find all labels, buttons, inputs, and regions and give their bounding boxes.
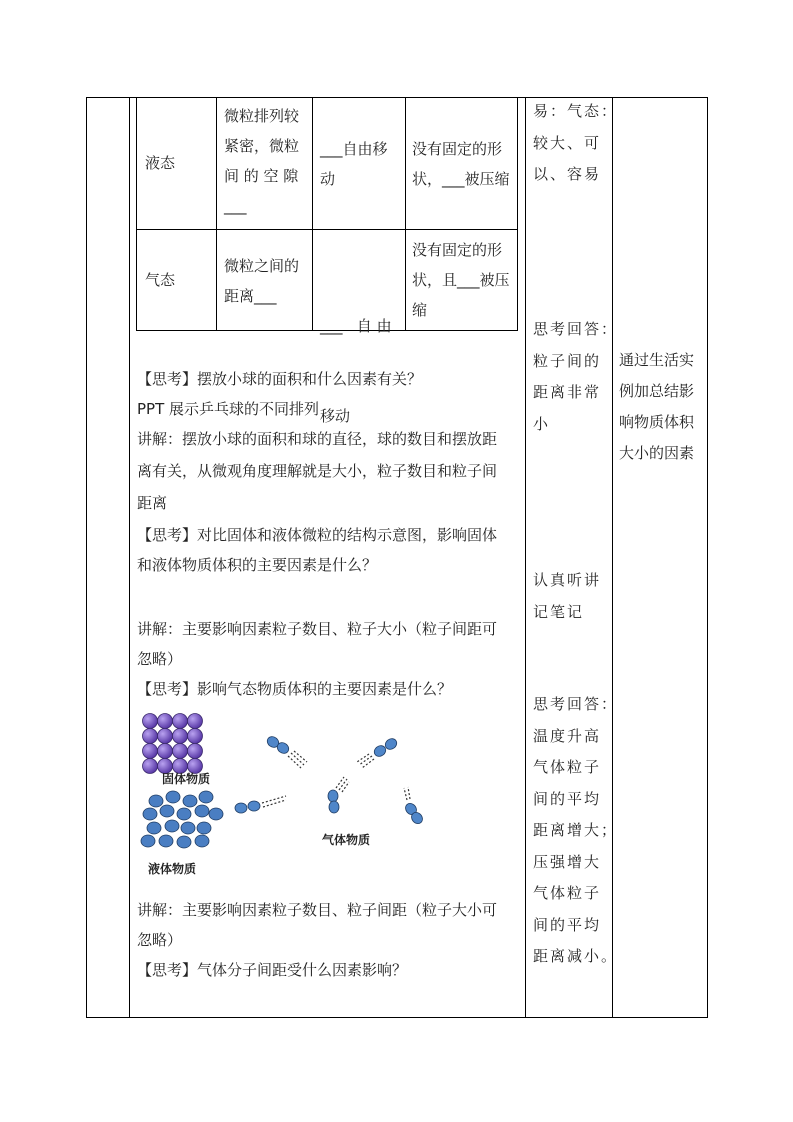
outer-bottom-border [86,1017,708,1018]
row-gas-state: 气态 [145,271,176,289]
text-line: 距离减小。 [533,947,619,965]
text-line: ___自由移 [320,140,388,158]
design-intent [619,345,694,469]
particle-diagram [136,708,436,878]
teacher-line: 【思考】对比固体和液体微粒的结构示意图，影响固体 [137,526,498,544]
text-line: 认真听讲 [533,571,602,589]
text-line: 距离增大； [533,821,619,839]
liquid-substance-label: 液体物质 [148,862,197,876]
text-line: 易：气态： [533,102,619,120]
text-line: 状，___被压缩 [412,170,510,188]
inner-col-divider-2 [312,97,313,331]
student-block-3 [533,565,601,628]
teacher-line: 讲解：摆放小球的面积和球的直径，球的数目和摆放距 [137,430,498,448]
text-line: 例加总结影 [619,382,695,400]
text-line: 动 [320,170,336,188]
row-gas-shape [412,235,510,325]
text-line: 没有固定的形 [412,241,503,259]
inner-right-border [517,97,518,331]
row-liquid-arrangement [224,101,299,221]
inner-col-divider-1 [216,97,217,331]
text-line: 气体粒子 [533,884,602,902]
row-liquid-shape [412,134,510,194]
teacher-line: 讲解：主要影响因素粒子数目、粒子大小（粒子间距可 [137,620,498,638]
text-line: 距离非常 [533,383,602,401]
teacher-line: 离有关，从微观角度理解就是大小，粒子数目和粒子间 [137,462,498,480]
teacher-line: 忽略） [137,650,183,668]
text-line: 移动 [320,407,351,425]
solid-particles [143,714,203,774]
text-line: 大小的因素 [619,444,695,462]
text-line: 通过生活实 [619,351,695,369]
text-line: 思考回答： [533,320,619,338]
teacher-line: PPT 展示乒乓球的不同排列 [137,400,320,418]
text-line: 以、容易 [533,165,602,183]
inner-col-divider-3 [405,97,406,331]
inner-left-border [136,97,137,331]
outer-right-border [707,97,708,1018]
text-line: 微粒排列较 [224,107,300,125]
text-line: ___ [224,197,247,215]
teacher-line: 和液体物质体积的主要因素是什么？ [137,556,378,574]
text-line: 距离___ [224,287,277,305]
text-line: 缩 [412,301,428,319]
teacher-line: 讲解：主要影响因素粒子数目、粒子间距（粒子大小可 [137,901,498,919]
text-line: 响物质体积 [619,413,695,431]
student-block-4 [533,689,618,973]
teacher-line: 【思考】气体分子间距受什么因素影响？ [137,961,408,979]
text-line: 微粒之间的 [224,257,300,275]
gas-particles [235,734,425,825]
col2-divider [525,97,526,1018]
gas-substance-label: 气体物质 [322,833,371,847]
text-line: 间的平均 [533,915,602,934]
text-line: 间 的 空 隙 [224,167,299,185]
teacher-line: 忽略） [137,931,183,949]
teacher-line: 距离 [137,494,168,512]
student-block-1 [533,96,618,191]
col1-divider [129,97,130,1018]
row-gas-arrangement [224,251,299,311]
text-line: 压强增大 [533,852,602,871]
liquid-particles [141,791,223,848]
teacher-line: 【思考】影响气态物质体积的主要因素是什么？ [137,680,453,698]
student-block-2 [533,314,618,440]
text-line: 紧密，微粒 [224,137,300,155]
text-line: ___ 自 由 [320,317,392,335]
text-line: 较大、可 [533,133,602,152]
outer-left-border [86,97,87,1018]
text-line: 气体粒子 [533,758,602,776]
text-line: 温度升高 [533,726,602,745]
teacher-line: 【思考】摆放小球的面积和什么因素有关？ [137,370,423,388]
text-line: 记笔记 [533,602,585,621]
text-line: 思考回答： [533,695,619,713]
text-line: 状，且___被压 [412,271,510,289]
solid-substance-label: 固体物质 [162,772,211,786]
inner-row-divider [136,229,518,230]
text-line: 小 [533,414,551,433]
text-line: 没有固定的形 [412,140,503,158]
text-line: 粒子间的 [533,351,602,370]
text-line: 间的平均 [533,789,602,808]
row-liquid-movement [320,134,388,194]
row-liquid-state: 液态 [145,154,176,172]
